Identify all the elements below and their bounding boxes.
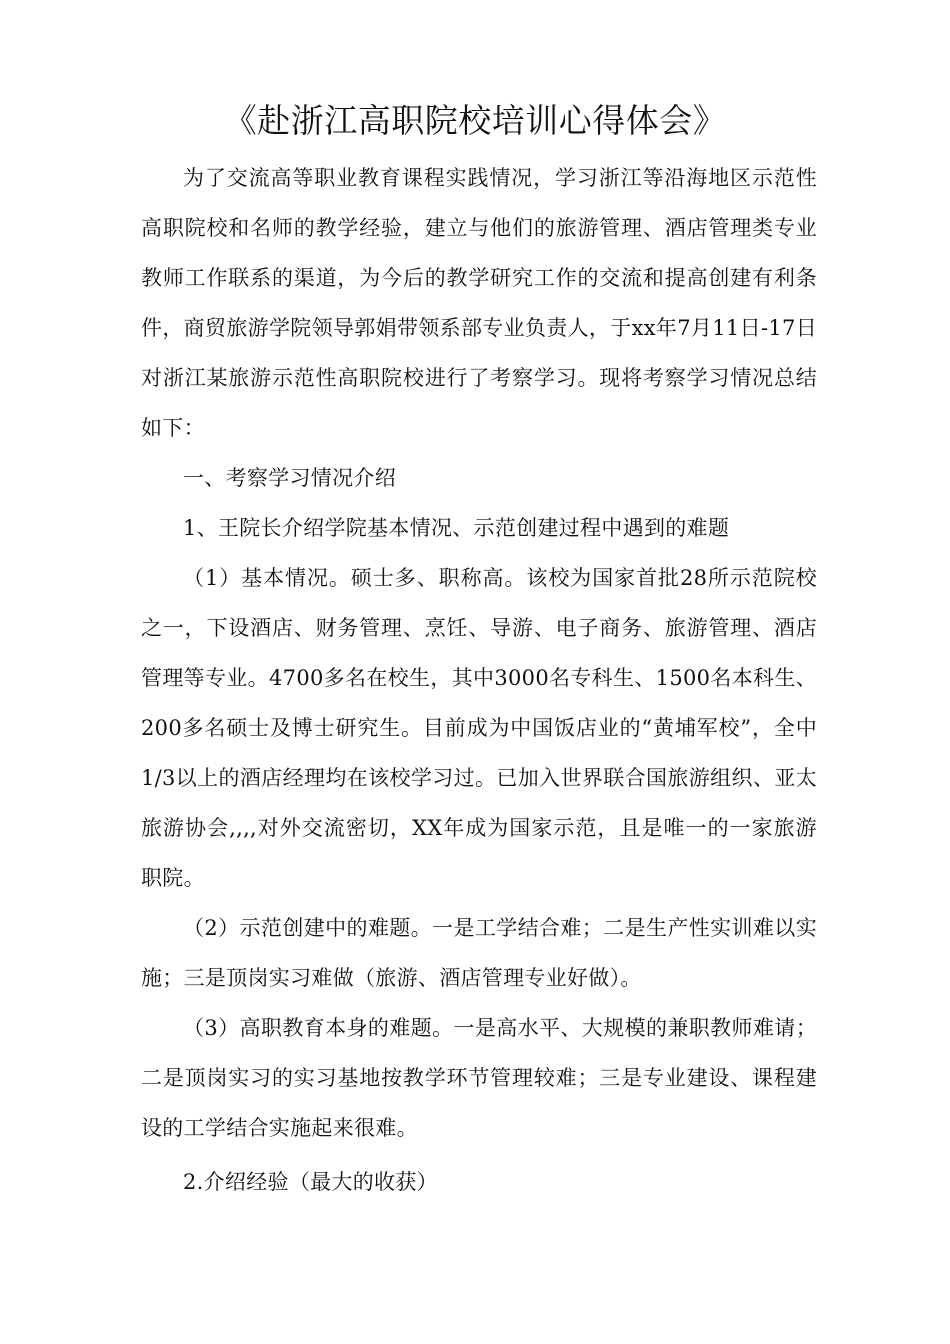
document-title: 《赴浙江高职院校培训心得体会》 [223,101,727,140]
subsection-heading-2: 2.介绍经验（最大的收获） [183,1170,438,1194]
section-heading-1: 一、考察学习情况介绍 [183,466,396,490]
subsection-heading-1: 1、王院长介绍学院基本情况、示范创建过程中遇到的难题 [183,516,730,540]
demonstration-difficulty-paragraph: （2）示范创建中的难题。一是工学结合难；二是生产性实训难以实施；三是顶岗实习难做（旅游、酒店管理专业好做）。 [141,916,817,990]
vocational-education-difficulty-paragraph: （3）高职教育本身的难题。一是高水平、大规模的兼职教师难请；二是顶岗实习的实习基地按教学环节管理较难；三是专业建设、课程建设的工学结合实施起来很难。 [141,1016,817,1140]
document-body [141,153,817,1207]
basic-situation-paragraph: （1）基本情况。硕士多、职称高。该校为国家首批28所示范院校之一，下设酒店、财务管理、烹饪、导游、电子商务、旅游管理、酒店管理等专业。4700多名在校生，其中3000名专科生、1500名本科生、200多名硕士及博士研究生。目前成为中国饭店业的“黄埔军校”，全中1/3以上的酒店经理均在该校学习过。已加入世界联合国旅游组织、亚太旅游协会,,,,对外交流密切，XX年成为国家示范，且是唯一的一家旅游职院。 [141,566,817,890]
intro-paragraph: 为了交流高等职业教育课程实践情况，学习浙江等沿海地区示范性高职院校和名师的教学经验，建立与他们的旅游管理、酒店管理类专业教师工作联系的渠道，为今后的教学研究工作的交流和提高创建有利条件，商贸旅游学院领导郭娟带领系部专业负责人，于xx年7月11日-17日对浙江某旅游示范性高职院校进行了考察学习。现将考察学习情况总结如下： [141,166,817,440]
